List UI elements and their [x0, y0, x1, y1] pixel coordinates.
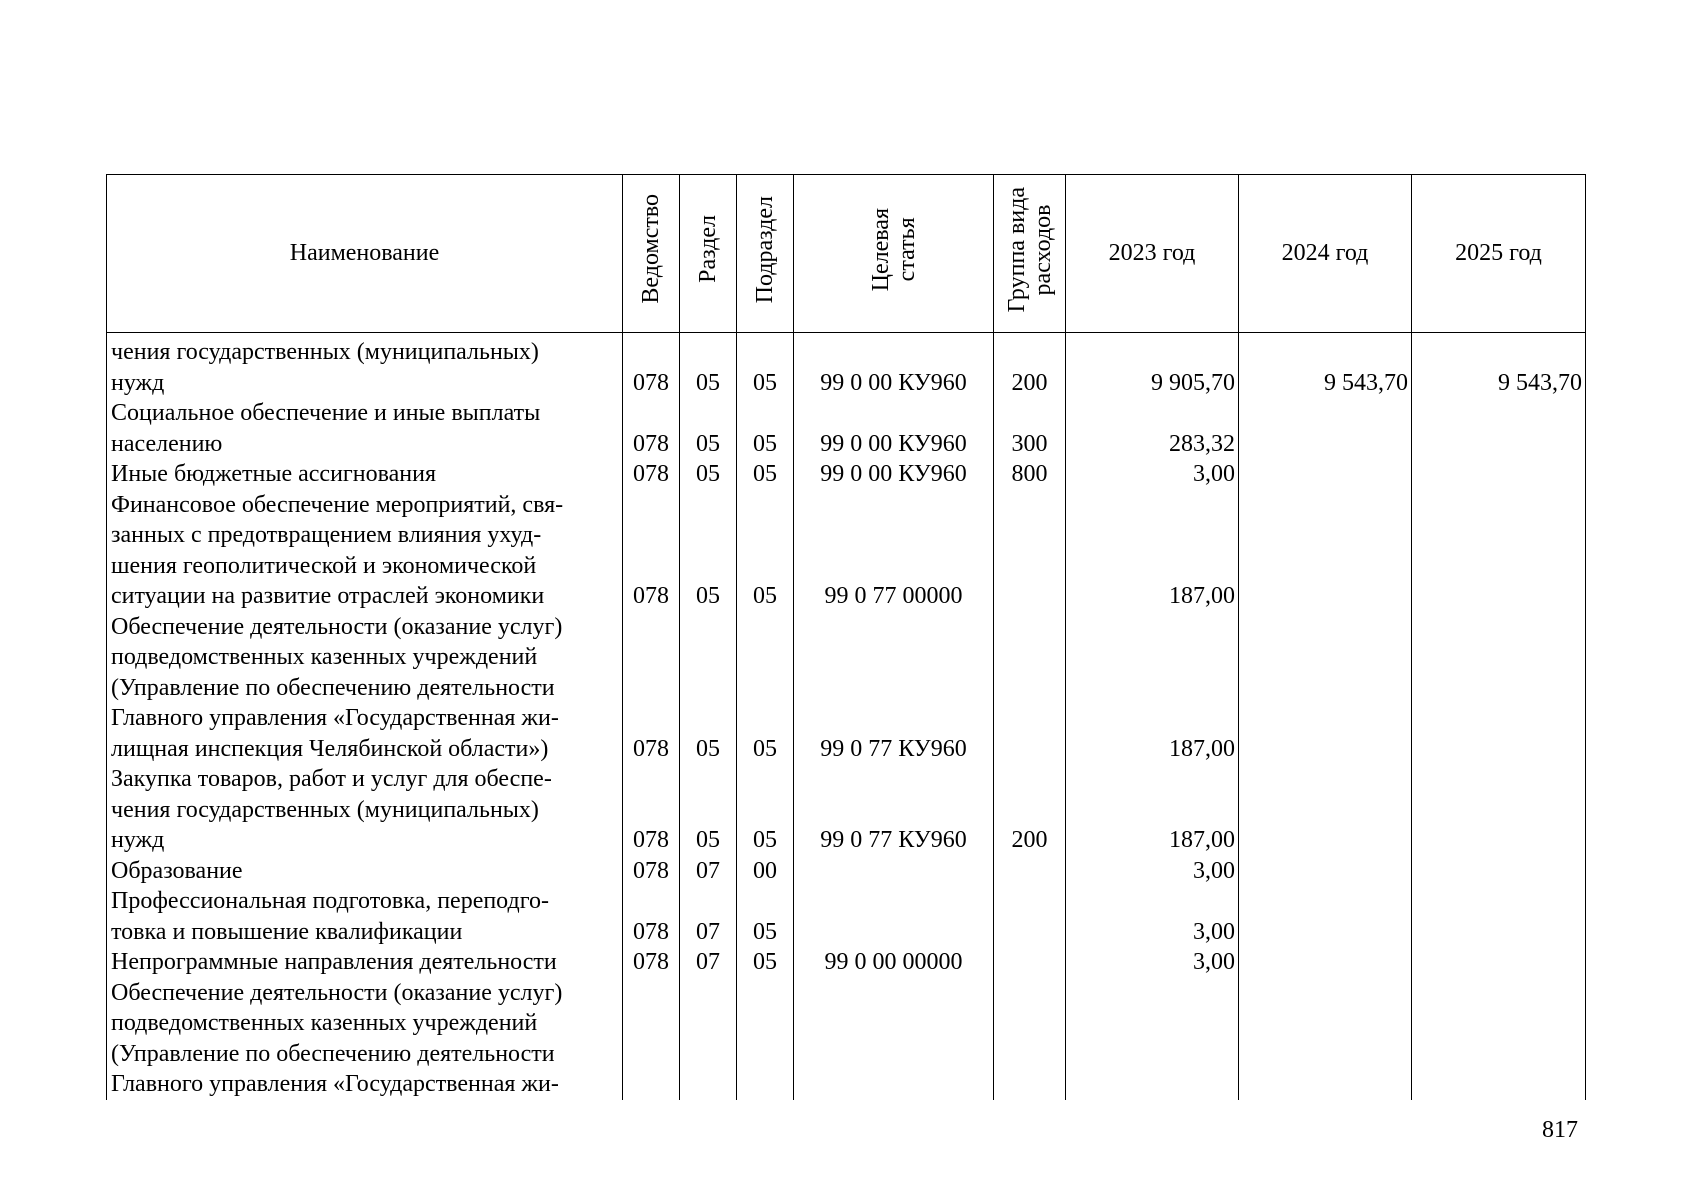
header-name: Наименование: [107, 175, 623, 333]
cell-2025: [1412, 459, 1586, 490]
cell-subsection: 00: [737, 856, 794, 887]
table-row: [107, 947, 1586, 978]
cell-section: 05: [680, 337, 737, 398]
cell-name: Образование: [107, 856, 623, 887]
cell-group: [994, 490, 1066, 612]
cell-subsection: 05: [737, 947, 794, 978]
cell-2023: 187,00: [1066, 764, 1239, 856]
header-2025: 2025 год: [1412, 175, 1586, 333]
cell-target: 99 0 77 00000: [794, 490, 994, 612]
cell-group: 200: [994, 337, 1066, 398]
cell-2024: [1239, 978, 1412, 1100]
cell-2025: [1412, 398, 1586, 459]
cell-2025: [1412, 612, 1586, 765]
cell-2024: [1239, 612, 1412, 765]
cell-subsection: 05: [737, 612, 794, 765]
cell-section: 07: [680, 856, 737, 887]
cell-subsection: 05: [737, 398, 794, 459]
cell-target: 99 0 00 КУ960: [794, 398, 994, 459]
cell-subsection: [737, 978, 794, 1100]
cell-group: 200: [994, 764, 1066, 856]
header-group: Группа вида расходов: [994, 175, 1066, 333]
cell-group: [994, 978, 1066, 1100]
cell-target: 99 0 00 КУ960: [794, 337, 994, 398]
cell-2025: [1412, 886, 1586, 947]
table-row: [107, 886, 1586, 947]
cell-group: 800: [994, 459, 1066, 490]
cell-dept: 078: [623, 459, 680, 490]
cell-name: Профессиональная подготовка, переподго- товка и повышение квалификации: [107, 886, 623, 947]
header-2024: 2024 год: [1239, 175, 1412, 333]
cell-target: 99 0 77 КУ960: [794, 764, 994, 856]
cell-2025: [1412, 490, 1586, 612]
cell-section: 05: [680, 490, 737, 612]
cell-target: 99 0 00 00000: [794, 947, 994, 978]
cell-group: [994, 886, 1066, 947]
header-dept: Ведомство: [623, 175, 680, 333]
cell-2023: 9 905,70: [1066, 337, 1239, 398]
cell-2025: [1412, 856, 1586, 887]
cell-subsection: 05: [737, 459, 794, 490]
cell-target: [794, 886, 994, 947]
header-subsection: Подраздел: [737, 175, 794, 333]
cell-section: 07: [680, 886, 737, 947]
cell-group: 300: [994, 398, 1066, 459]
header-section: Раздел: [680, 175, 737, 333]
cell-target: [794, 856, 994, 887]
cell-dept: 078: [623, 886, 680, 947]
cell-section: 05: [680, 398, 737, 459]
cell-dept: 078: [623, 490, 680, 612]
cell-dept: [623, 978, 680, 1100]
cell-2024: [1239, 459, 1412, 490]
table-header-row: [107, 175, 1586, 333]
header-2023: 2023 год: [1066, 175, 1239, 333]
cell-dept: 078: [623, 856, 680, 887]
page-number: 817: [1542, 1117, 1578, 1143]
cell-section: 07: [680, 947, 737, 978]
cell-dept: 078: [623, 764, 680, 856]
cell-section: 05: [680, 764, 737, 856]
cell-name: Социальное обеспечение и иные выплаты населению: [107, 398, 623, 459]
cell-dept: 078: [623, 612, 680, 765]
cell-group: [994, 947, 1066, 978]
cell-name: Финансовое обеспечение мероприятий, свя- занных с предотвращением влияния ухуд- шения геополитической и экономической ситуации на развитие отраслей экономики: [107, 490, 623, 612]
cell-name: Иные бюджетные ассигнования: [107, 459, 623, 490]
cell-2023: 187,00: [1066, 612, 1239, 765]
cell-2024: [1239, 398, 1412, 459]
cell-2024: [1239, 886, 1412, 947]
table-row: [107, 856, 1586, 887]
table-row: [107, 978, 1586, 1100]
cell-2023: 3,00: [1066, 459, 1239, 490]
cell-section: 05: [680, 612, 737, 765]
cell-group: [994, 612, 1066, 765]
cell-name: Обеспечение деятельности (оказание услуг) подведомственных казенных учреждений (Управление по обеспечению деятельности Главного управления «Государственная жи- лищная инспекция Челябинской области»): [107, 612, 623, 765]
cell-2025: [1412, 764, 1586, 856]
cell-name: Обеспечение деятельности (оказание услуг) подведомственных казенных учреждений (Управление по обеспечению деятельности Главного управления «Государственная жи-: [107, 978, 623, 1100]
cell-2025: [1412, 978, 1586, 1100]
budget-table: [106, 174, 1586, 1100]
cell-2023: 187,00: [1066, 490, 1239, 612]
cell-section: [680, 978, 737, 1100]
cell-2023: 283,32: [1066, 398, 1239, 459]
header-target: Целевая статья: [794, 175, 994, 333]
cell-2024: [1239, 856, 1412, 887]
cell-subsection: 05: [737, 490, 794, 612]
cell-name: Закупка товаров, работ и услуг для обеспе- чения государственных (муниципальных) нужд: [107, 764, 623, 856]
cell-target: 99 0 77 КУ960: [794, 612, 994, 765]
cell-target: 99 0 00 КУ960: [794, 459, 994, 490]
cell-2023: 3,00: [1066, 856, 1239, 887]
cell-2025: [1412, 947, 1586, 978]
cell-2024: [1239, 947, 1412, 978]
table-row: [107, 490, 1586, 612]
cell-dept: 078: [623, 398, 680, 459]
cell-subsection: 05: [737, 764, 794, 856]
cell-subsection: 05: [737, 886, 794, 947]
cell-2024: [1239, 764, 1412, 856]
cell-2025: 9 543,70: [1412, 337, 1586, 398]
cell-dept: 078: [623, 337, 680, 398]
table-row: [107, 398, 1586, 459]
table-row: [107, 764, 1586, 856]
table-row: [107, 459, 1586, 490]
cell-section: 05: [680, 459, 737, 490]
cell-dept: 078: [623, 947, 680, 978]
cell-2023: 3,00: [1066, 886, 1239, 947]
cell-name: Непрограммные направления деятельности: [107, 947, 623, 978]
cell-2024: 9 543,70: [1239, 337, 1412, 398]
table-row: [107, 612, 1586, 765]
cell-group: [994, 856, 1066, 887]
cell-name: чения государственных (муниципальных) нужд: [107, 337, 623, 398]
cell-2023: [1066, 978, 1239, 1100]
cell-target: [794, 978, 994, 1100]
cell-2023: 3,00: [1066, 947, 1239, 978]
cell-subsection: 05: [737, 337, 794, 398]
cell-2024: [1239, 490, 1412, 612]
table-row: [107, 337, 1586, 398]
